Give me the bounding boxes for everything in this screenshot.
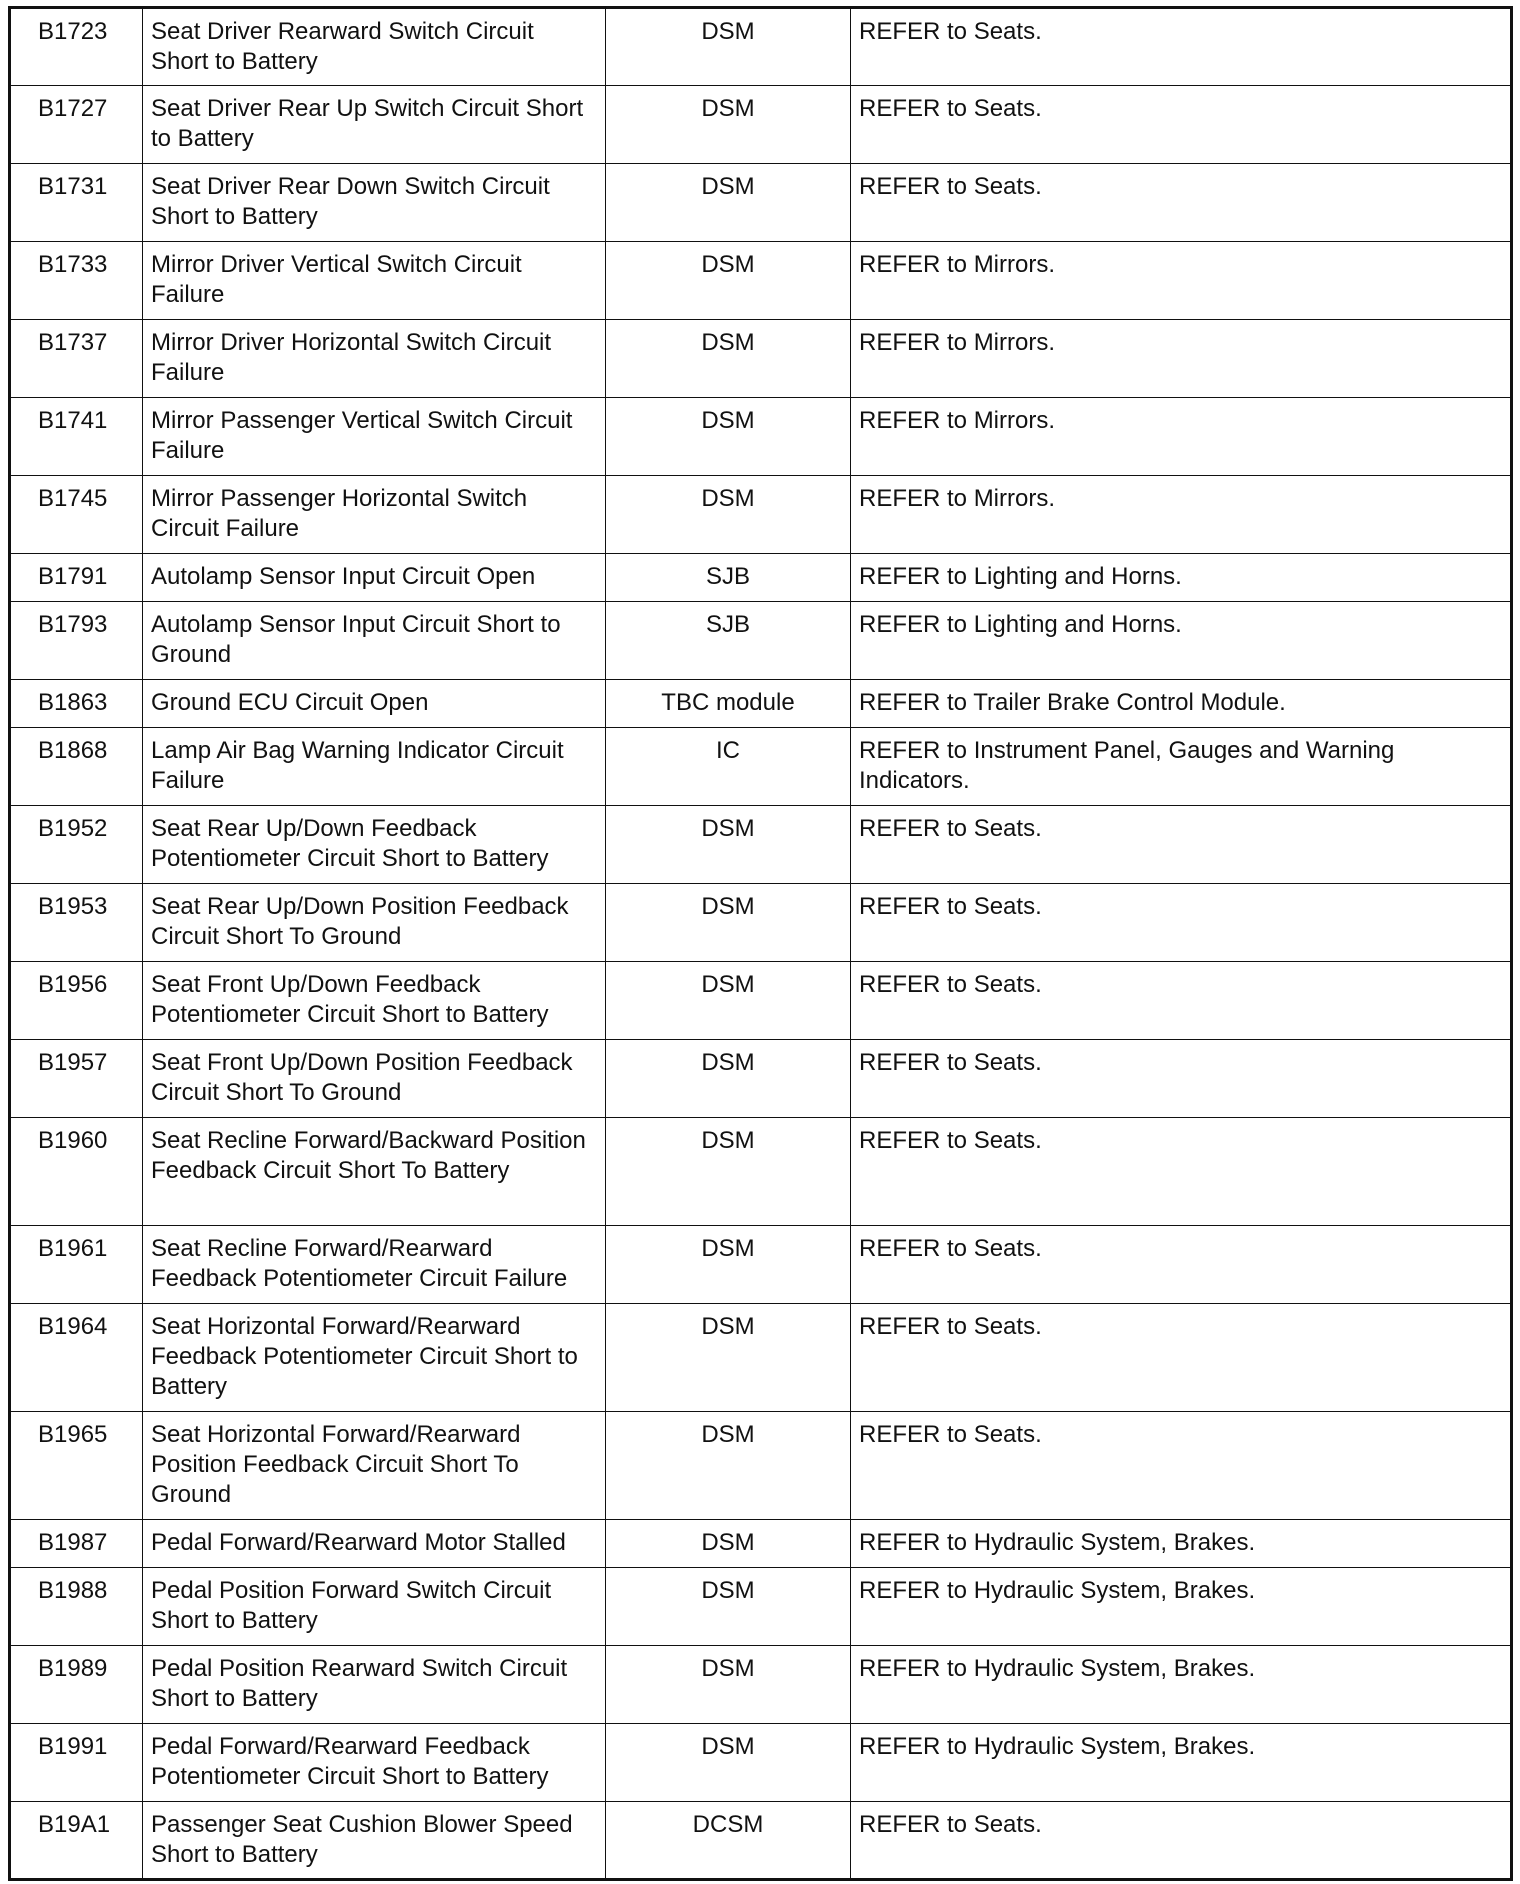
dtc-action: REFER to Seats. xyxy=(851,1802,1512,1880)
dtc-description: Passenger Seat Cushion Blower Speed Short to Battery xyxy=(143,1802,606,1880)
table-row xyxy=(10,884,1512,962)
dtc-module: TBC module xyxy=(606,680,851,728)
dtc-module: DSM xyxy=(606,962,851,1040)
dtc-description: Pedal Position Forward Switch Circuit Short to Battery xyxy=(143,1568,606,1646)
dtc-code: B1791 xyxy=(10,554,143,602)
dtc-action: REFER to Instrument Panel, Gauges and Warning Indicators. xyxy=(851,728,1512,806)
dtc-code: B1868 xyxy=(10,728,143,806)
dtc-action: REFER to Trailer Brake Control Module. xyxy=(851,680,1512,728)
dtc-description: Mirror Passenger Vertical Switch Circuit Failure xyxy=(143,398,606,476)
table-row xyxy=(10,962,1512,1040)
dtc-code: B1956 xyxy=(10,962,143,1040)
table-row xyxy=(10,1226,1512,1304)
dtc-module: DSM xyxy=(606,884,851,962)
dtc-action: REFER to Seats. xyxy=(851,164,1512,242)
dtc-module: DCSM xyxy=(606,1802,851,1880)
dtc-action: REFER to Seats. xyxy=(851,962,1512,1040)
dtc-module: DSM xyxy=(606,1040,851,1118)
table-row xyxy=(10,1802,1512,1880)
dtc-module: IC xyxy=(606,728,851,806)
dtc-description: Seat Rear Up/Down Feedback Potentiometer Circuit Short to Battery xyxy=(143,806,606,884)
dtc-action: REFER to Seats. xyxy=(851,1304,1512,1412)
dtc-description: Seat Recline Forward/Rearward Feedback Potentiometer Circuit Failure xyxy=(143,1226,606,1304)
table-row xyxy=(10,1040,1512,1118)
dtc-description: Mirror Driver Horizontal Switch Circuit Failure xyxy=(143,320,606,398)
dtc-table-body xyxy=(10,8,1512,1880)
dtc-action: REFER to Seats. xyxy=(851,8,1512,86)
dtc-description: Pedal Position Rearward Switch Circuit Short to Battery xyxy=(143,1646,606,1724)
table-row xyxy=(10,242,1512,320)
dtc-description: Seat Horizontal Forward/Rearward Position Feedback Circuit Short To Ground xyxy=(143,1412,606,1520)
dtc-code: B19A1 xyxy=(10,1802,143,1880)
dtc-module: DSM xyxy=(606,1226,851,1304)
dtc-module: DSM xyxy=(606,476,851,554)
dtc-code: B1952 xyxy=(10,806,143,884)
dtc-description: Seat Horizontal Forward/Rearward Feedback Potentiometer Circuit Short to Battery xyxy=(143,1304,606,1412)
dtc-module: DSM xyxy=(606,1520,851,1568)
dtc-code: B1988 xyxy=(10,1568,143,1646)
dtc-module: DSM xyxy=(606,1412,851,1520)
table-row xyxy=(10,398,1512,476)
dtc-action: REFER to Mirrors. xyxy=(851,398,1512,476)
dtc-code: B1965 xyxy=(10,1412,143,1520)
dtc-description: Seat Rear Up/Down Position Feedback Circuit Short To Ground xyxy=(143,884,606,962)
dtc-code: B1957 xyxy=(10,1040,143,1118)
table-row xyxy=(10,8,1512,86)
dtc-action: REFER to Hydraulic System, Brakes. xyxy=(851,1646,1512,1724)
dtc-code: B1953 xyxy=(10,884,143,962)
table-row xyxy=(10,680,1512,728)
dtc-action: REFER to Lighting and Horns. xyxy=(851,602,1512,680)
dtc-action: REFER to Seats. xyxy=(851,86,1512,164)
dtc-module: DSM xyxy=(606,86,851,164)
dtc-code: B1989 xyxy=(10,1646,143,1724)
dtc-description: Seat Driver Rear Up Switch Circuit Short to Battery xyxy=(143,86,606,164)
table-row xyxy=(10,554,1512,602)
dtc-description: Seat Front Up/Down Position Feedback Circuit Short To Ground xyxy=(143,1040,606,1118)
dtc-action: REFER to Lighting and Horns. xyxy=(851,554,1512,602)
dtc-module: DSM xyxy=(606,320,851,398)
table-row xyxy=(10,164,1512,242)
dtc-module: DSM xyxy=(606,1724,851,1802)
dtc-description: Seat Recline Forward/Backward Position Feedback Circuit Short To Battery xyxy=(143,1118,606,1226)
dtc-action: REFER to Seats. xyxy=(851,1412,1512,1520)
dtc-module: DSM xyxy=(606,1118,851,1226)
dtc-action: REFER to Seats. xyxy=(851,806,1512,884)
dtc-description: Lamp Air Bag Warning Indicator Circuit Failure xyxy=(143,728,606,806)
table-row xyxy=(10,602,1512,680)
table-row xyxy=(10,1118,1512,1226)
table-row xyxy=(10,728,1512,806)
table-row xyxy=(10,1724,1512,1802)
dtc-action: REFER to Hydraulic System, Brakes. xyxy=(851,1724,1512,1802)
dtc-description: Autolamp Sensor Input Circuit Short to Ground xyxy=(143,602,606,680)
dtc-code: B1745 xyxy=(10,476,143,554)
dtc-code: B1793 xyxy=(10,602,143,680)
dtc-action: REFER to Seats. xyxy=(851,1226,1512,1304)
table-row xyxy=(10,1520,1512,1568)
dtc-action: REFER to Seats. xyxy=(851,884,1512,962)
dtc-module: DSM xyxy=(606,164,851,242)
table-row xyxy=(10,1412,1512,1520)
dtc-description: Seat Driver Rear Down Switch Circuit Short to Battery xyxy=(143,164,606,242)
dtc-code: B1733 xyxy=(10,242,143,320)
dtc-description: Autolamp Sensor Input Circuit Open xyxy=(143,554,606,602)
dtc-description: Seat Front Up/Down Feedback Potentiometer Circuit Short to Battery xyxy=(143,962,606,1040)
table-row xyxy=(10,476,1512,554)
dtc-module: DSM xyxy=(606,1304,851,1412)
dtc-description: Ground ECU Circuit Open xyxy=(143,680,606,728)
dtc-module: DSM xyxy=(606,8,851,86)
dtc-description: Seat Driver Rearward Switch Circuit Short to Battery xyxy=(143,8,606,86)
dtc-module: DSM xyxy=(606,1646,851,1724)
dtc-description: Pedal Forward/Rearward Motor Stalled xyxy=(143,1520,606,1568)
dtc-code: B1731 xyxy=(10,164,143,242)
dtc-table xyxy=(8,6,1513,1881)
dtc-code: B1987 xyxy=(10,1520,143,1568)
dtc-action: REFER to Mirrors. xyxy=(851,320,1512,398)
dtc-code: B1863 xyxy=(10,680,143,728)
dtc-action: REFER to Mirrors. xyxy=(851,242,1512,320)
table-row xyxy=(10,1646,1512,1724)
dtc-action: REFER to Hydraulic System, Brakes. xyxy=(851,1520,1512,1568)
dtc-code: B1737 xyxy=(10,320,143,398)
dtc-module: DSM xyxy=(606,242,851,320)
dtc-module: SJB xyxy=(606,554,851,602)
dtc-code: B1727 xyxy=(10,86,143,164)
dtc-code: B1964 xyxy=(10,1304,143,1412)
dtc-code: B1741 xyxy=(10,398,143,476)
dtc-description: Pedal Forward/Rearward Feedback Potentiometer Circuit Short to Battery xyxy=(143,1724,606,1802)
dtc-action: REFER to Seats. xyxy=(851,1118,1512,1226)
dtc-description: Mirror Passenger Horizontal Switch Circuit Failure xyxy=(143,476,606,554)
dtc-action: REFER to Mirrors. xyxy=(851,476,1512,554)
table-row xyxy=(10,1304,1512,1412)
dtc-code: B1991 xyxy=(10,1724,143,1802)
dtc-description: Mirror Driver Vertical Switch Circuit Failure xyxy=(143,242,606,320)
table-row xyxy=(10,1568,1512,1646)
table-row xyxy=(10,86,1512,164)
dtc-module: DSM xyxy=(606,1568,851,1646)
dtc-module: DSM xyxy=(606,806,851,884)
dtc-module: DSM xyxy=(606,398,851,476)
dtc-code: B1723 xyxy=(10,8,143,86)
dtc-code: B1961 xyxy=(10,1226,143,1304)
dtc-action: REFER to Seats. xyxy=(851,1040,1512,1118)
table-row xyxy=(10,320,1512,398)
dtc-code: B1960 xyxy=(10,1118,143,1226)
dtc-action: REFER to Hydraulic System, Brakes. xyxy=(851,1568,1512,1646)
dtc-module: SJB xyxy=(606,602,851,680)
table-row xyxy=(10,806,1512,884)
